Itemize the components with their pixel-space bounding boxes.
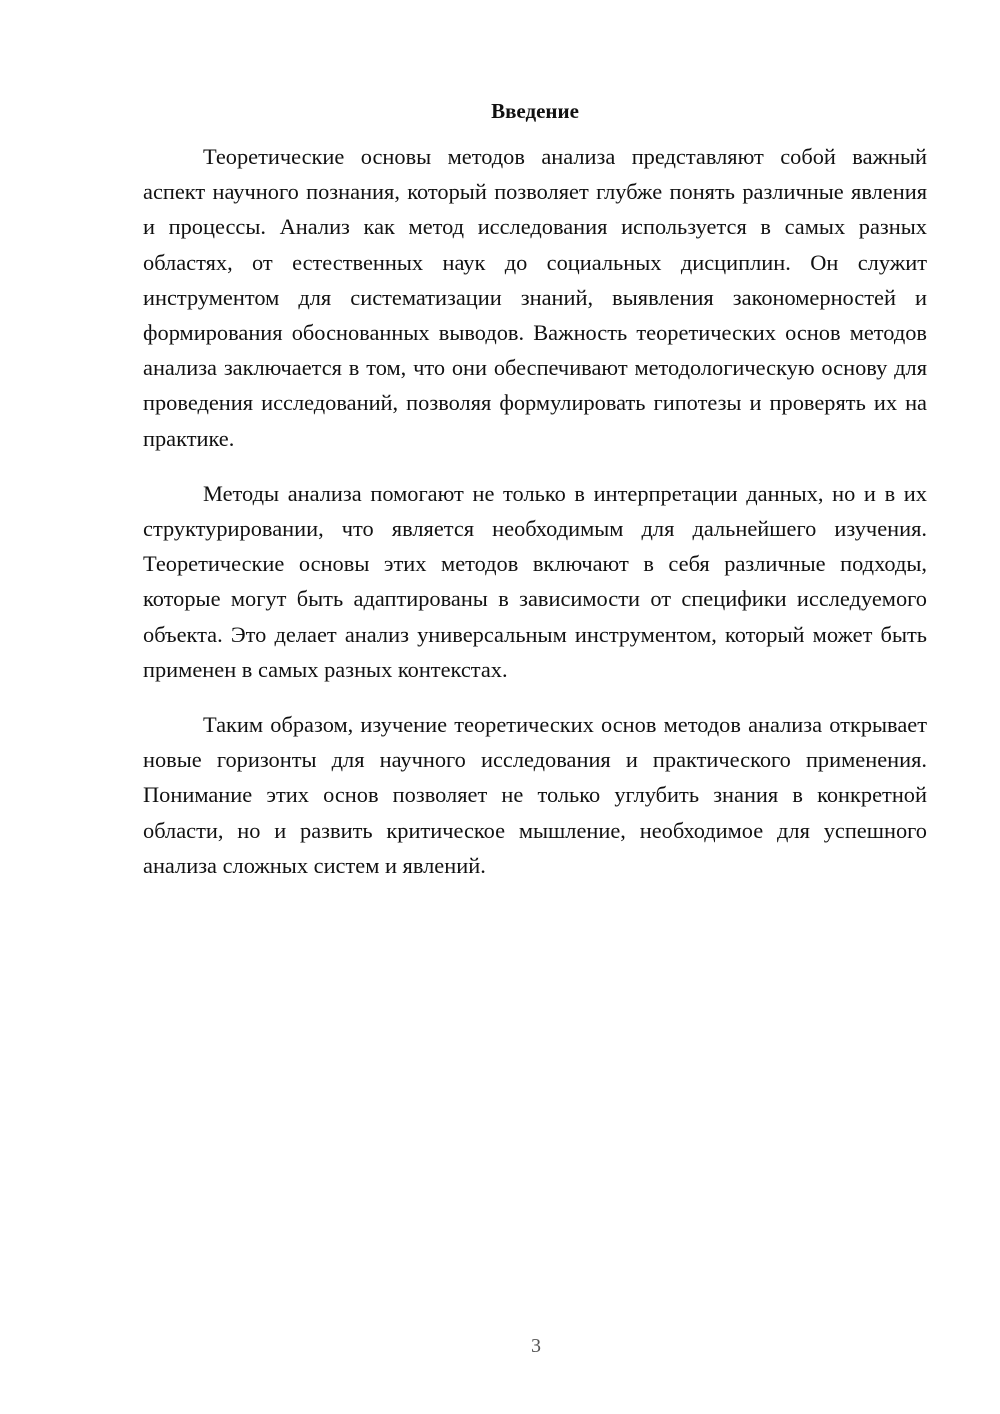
page-number: 3	[531, 1335, 541, 1357]
page-content	[143, 95, 927, 903]
section-title: Введение	[491, 99, 579, 123]
paragraph-2: Методы анализа помогают не только в интерпретации данных, но и в их структурировании, что является необходимым для дальнейшего изучения. Теоретические основы этих методов включают в себя различные подходы, которые могут быть адаптированы в зависимости от специфики исследуемого объекта. Это делает анализ универсальным инструментом, который может быть применен в самых разных контекстах.	[143, 480, 927, 682]
paragraph-3: Таким образом, изучение теоретических основ методов анализа открывает новые горизонты для научного исследования и практического применения. Понимание этих основ позволяет не только углубить знания в конкретной области, но и развить критическое мышление, необходимое для успешного анализа сложных систем и явлений.	[143, 712, 927, 878]
paragraph-1: Теоретические основы методов анализа представляют собой важный аспект научного познания, который позволяет глубже понять различные явления и процессы. Анализ как метод исследования используется в самых разных областях, от естественных наук до социальных дисциплин. Он служит инструментом для систематизации знаний, выявления закономерностей и формирования обоснованных выводов. Важность теоретических основ методов анализа заключается в том, что они обеспечивают методологическую основу для проведения исследований, позволяя формулировать гипотезы и проверять их на практике.	[143, 144, 927, 451]
